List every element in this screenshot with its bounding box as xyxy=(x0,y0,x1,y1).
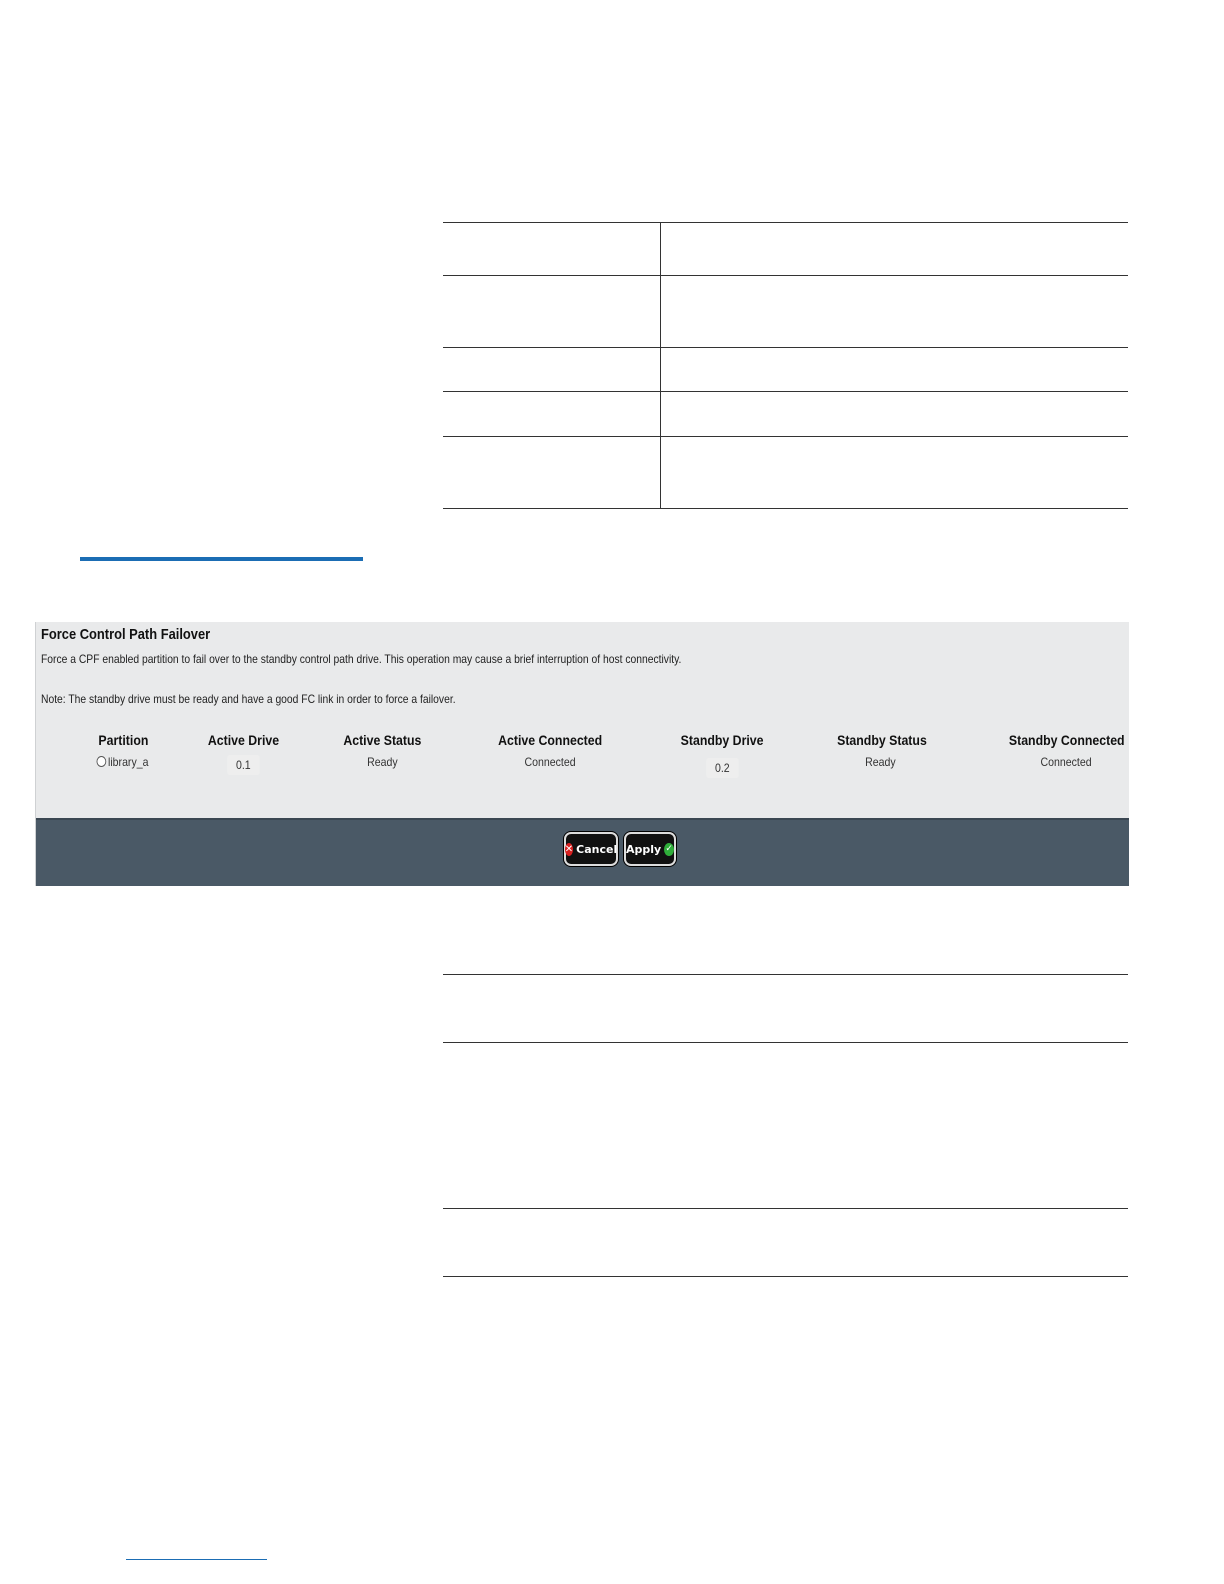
header-standby-drive: Standby Drive xyxy=(680,732,764,748)
apply-button[interactable] xyxy=(624,832,676,866)
table-rule xyxy=(443,222,1128,223)
upper-table xyxy=(443,222,1128,509)
close-icon: ✕ xyxy=(564,843,574,855)
column-active-connected xyxy=(491,732,609,771)
partition-option[interactable] xyxy=(97,755,149,769)
table-rule xyxy=(443,436,1128,437)
column-active-status xyxy=(338,732,426,771)
cancel-button-label: Cancel xyxy=(576,842,618,856)
active-drive-value: 0.1 xyxy=(227,755,259,775)
header-partition: Partition xyxy=(98,732,148,748)
standby-status-value: Ready xyxy=(864,755,896,769)
lower-table-rule xyxy=(443,1276,1128,1277)
panel-description: Force a CPF enabled partition to fail over to the standby control path drive. This operation may cause a brief interruption of host connectivity. xyxy=(41,652,682,666)
active-connected-value: Connected xyxy=(524,755,576,769)
panel-title: Force Control Path Failover xyxy=(41,626,211,643)
column-standby-status xyxy=(831,732,929,771)
table-rule xyxy=(443,347,1128,348)
table-rule xyxy=(443,275,1128,276)
column-active-drive xyxy=(202,732,284,775)
header-standby-connected: Standby Connected xyxy=(1008,732,1125,748)
column-standby-drive xyxy=(674,732,770,778)
header-active-connected: Active Connected xyxy=(498,732,603,748)
action-bar xyxy=(36,818,1129,886)
lower-table-rule xyxy=(443,1208,1128,1209)
panel-note: Note: The standby drive must be ready and have a good FC link in order to force a failover. xyxy=(41,692,456,706)
column-partition xyxy=(86,732,160,771)
standby-connected-value: Connected xyxy=(1040,755,1092,769)
radio-button-icon[interactable] xyxy=(97,756,107,767)
partition-name: library_a xyxy=(108,755,149,769)
force-control-path-failover-panel xyxy=(35,622,1129,886)
footer-link-underline xyxy=(126,1559,267,1560)
header-active-drive: Active Drive xyxy=(207,732,279,748)
cancel-button[interactable] xyxy=(564,832,618,866)
table-column-divider xyxy=(660,222,661,509)
apply-button-label: Apply xyxy=(626,842,662,856)
check-icon: ✓ xyxy=(665,843,673,854)
header-active-status: Active Status xyxy=(343,732,422,748)
lower-table-rule xyxy=(443,1042,1128,1043)
active-status-value: Ready xyxy=(366,755,398,769)
standby-drive-value: 0.2 xyxy=(706,758,738,778)
table-rule xyxy=(443,391,1128,392)
table-rule xyxy=(443,508,1128,509)
column-standby-connected xyxy=(1001,732,1129,771)
lower-table-rule xyxy=(443,974,1128,975)
section-accent-rule xyxy=(80,557,363,561)
header-standby-status: Standby Status xyxy=(837,732,927,748)
